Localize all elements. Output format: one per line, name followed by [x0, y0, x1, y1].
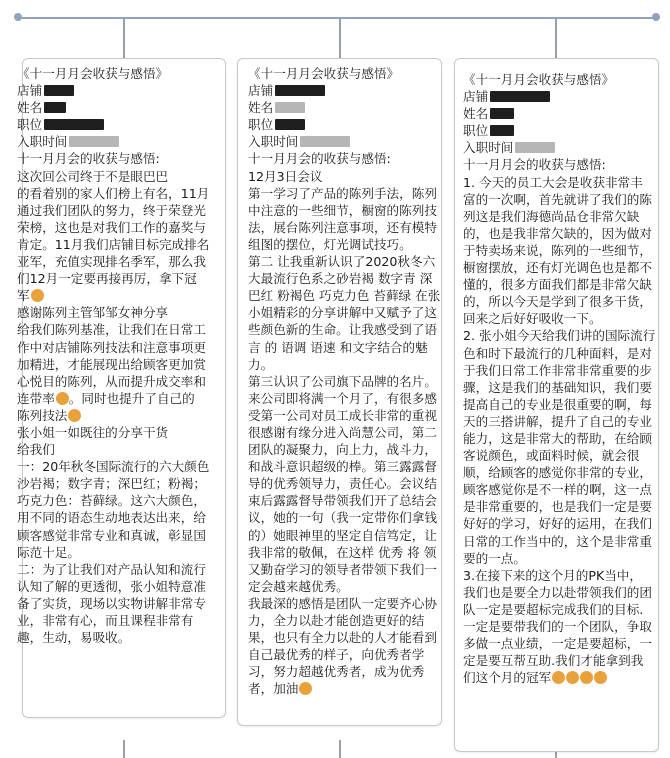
card-heading: 十一月月会的收获与感悟:	[17, 151, 160, 167]
redacted-text	[275, 102, 305, 113]
body-line: 日常的工作当中的，这个是非常重	[463, 533, 652, 549]
body-line: 者，加油	[248, 680, 448, 697]
body-line: 导的优秀领导力，责任心。会议结	[248, 476, 437, 492]
card-2-content	[248, 65, 448, 697]
timeline-line	[18, 17, 658, 19]
body-line: 小姐精彩的分享讲解中又赋予了这	[248, 305, 437, 321]
name-row: 姓名	[463, 105, 663, 122]
body-line: 我非常的敬佩，在这样 优秀 将 领	[248, 544, 437, 560]
body-line: 团队的凝聚力，向上力，战斗力，	[248, 442, 437, 458]
body-line: 力。	[248, 356, 274, 372]
body-line: 业，非常有心，而且课程非常有	[17, 613, 194, 628]
body-line: 3.在接下来的这个月的PK当中，	[463, 567, 642, 583]
body-line: 给我们	[17, 442, 55, 458]
body-line: 队一定是要超标完成我们的目标.	[463, 601, 644, 617]
body-line: 肯定。11月我们店铺目标完成排名	[17, 236, 210, 252]
redacted-text	[44, 119, 104, 130]
card-3-content	[463, 71, 663, 686]
card-heading: 十一月月会的收获与感悟:	[248, 151, 391, 167]
body-line: 连带率 。同时也提升了自己的	[17, 390, 195, 406]
card-title: 《十一月月会收获与感悟》	[17, 66, 169, 81]
body-line: 沙岩褐；数字青；深巴红；粉褐；	[17, 476, 206, 492]
reflection-card-3	[454, 58, 659, 752]
body-line: 第三认识了公司旗下品牌的名片。	[248, 373, 437, 389]
body-line: 1. 今天的员工大会是收获非常丰	[463, 174, 643, 190]
body-line: 于特卖场来说，陈列的一些细节，	[463, 242, 652, 258]
body-line: 一定是要带我们的一个团队，争取	[463, 619, 652, 634]
body-line: 第一学习了产品的陈列手法，陈列	[248, 185, 437, 201]
fist-emoji-icon	[31, 289, 44, 302]
body-line: 习，努力超越优秀者，成为优秀	[248, 664, 425, 680]
body-line: 加精进，才能展现出给顾客更加赏	[17, 356, 206, 372]
position-row: 职位	[17, 116, 237, 133]
meeting-date: 12月3日会议	[248, 168, 323, 184]
body-line: 顾客感觉你是不一样的啊，这一点	[463, 482, 652, 498]
body-line: 顺，给顾客的感觉你非常的专业，	[463, 465, 652, 481]
body-line: 我最深的感悟是团队一定要齐心协	[248, 595, 437, 611]
connector-top-1	[123, 19, 125, 59]
body-line: 通过我们团队的努力，终于荣登光	[17, 202, 206, 218]
body-line: 这次回公司终于不是眼巴巴	[17, 168, 169, 184]
body-line: 备了实货，现场以实物讲解非常专	[17, 595, 206, 611]
body-line: 组图的摆位，灯光调试技巧。	[248, 236, 412, 252]
body-line: 束后露露督导带领我们开了总结会	[248, 493, 437, 509]
body-line: 的看着别的家人们榜上有名，11月	[17, 185, 210, 201]
connector-top-2	[339, 19, 341, 59]
body-line: 巴红 粉褐色 巧克力色 苔藓绿 在张	[248, 288, 441, 304]
connector-bottom-1	[123, 740, 125, 758]
body-line: 第二 让我重新认识了2020秋冬六	[248, 254, 436, 270]
body-line: 亚军，充值实现排名季军，那么我	[17, 254, 206, 270]
body-line: 于我们日常工作非常非常重要的步	[463, 362, 652, 378]
card-1-content	[17, 65, 237, 646]
redacted-text	[44, 85, 74, 96]
body-line: 能力，这是非常大的帮助，在给顾	[463, 430, 652, 446]
redacted-text	[515, 142, 555, 153]
body-line: 2. 张小姐今天给我们讲的国际流行	[463, 328, 656, 344]
body-line: 们12月一定要再接再厉，拿下冠	[17, 271, 197, 287]
body-line: 们这个月的冠军	[463, 669, 663, 686]
card-title: 《十一月月会收获与感悟》	[463, 72, 615, 87]
body-line: 巧克力色：苔藓绿。这六大颜色，	[17, 493, 206, 509]
reflection-card-2	[237, 58, 442, 726]
name-row: 姓名	[17, 99, 237, 116]
body-line: 趣，生动，易吸收。	[17, 630, 131, 646]
body-line: 我们也是要全力以赴带领我们的团	[463, 584, 652, 600]
body-line: 自己最优秀的样子，向优秀者学	[248, 647, 425, 663]
body-line: 橱窗摆放，还有灯光调色也是都不	[463, 260, 652, 276]
redacted-text	[69, 136, 119, 147]
body-line: 的，所以今天是学到了很多干货，	[463, 294, 652, 310]
body-line: 法，展台陈列注意事项，还有模特	[248, 219, 437, 235]
body-line: 际范十足。	[17, 544, 80, 560]
store-row: 店铺	[463, 88, 663, 105]
card-heading: 十一月月会的收获与感悟:	[463, 157, 606, 173]
reflection-card-1	[17, 58, 226, 718]
body-line: 和战斗意识超级的棒。第三露露督	[248, 459, 437, 475]
body-line: 言 的 语调 语速 和文字结合的魅	[248, 339, 428, 355]
join-date-row: 入职时间	[248, 133, 448, 150]
redacted-text	[490, 108, 514, 119]
body-line: 骤，这是我们的基础知识，我们要	[463, 379, 652, 395]
body-line: 感谢陈列主管邹邹女神分享	[17, 305, 169, 321]
timeline-end-dot	[652, 13, 660, 21]
body-line: 客说颜色，或面料时候，就会很	[463, 448, 640, 464]
redacted-text	[490, 91, 550, 102]
name-row: 姓名	[248, 99, 448, 116]
position-row: 职位	[463, 122, 663, 139]
join-date-row: 入职时间	[463, 139, 663, 156]
body-line: 提高自己的专业是很重要的啊，每	[463, 396, 652, 412]
redacted-text	[490, 125, 514, 136]
body-line: 好好的学习，好好的运用，在我们	[463, 516, 652, 532]
body-line: 要的一点。	[463, 550, 526, 566]
body-line: 荣榜，这也是对我们工作的嘉奖与	[17, 219, 206, 235]
body-line: 是非常重要的，也是我们一定是要	[463, 499, 652, 515]
flex-emoji-icon	[68, 409, 81, 422]
flex-emoji-icon	[552, 671, 565, 684]
body-line: 军	[17, 287, 237, 304]
body-line: 认知了解的更透彻，张小姐特意准	[17, 578, 206, 594]
body-line: 富的一次啊，首先就讲了我们的陈	[463, 191, 652, 207]
body-line: 回来之后好好吸收一下。	[463, 311, 602, 327]
position-row: 职位	[248, 116, 448, 133]
body-line: 议，她的一句（我一定带你们拿钱	[248, 510, 437, 526]
redacted-text	[300, 136, 350, 147]
body-line: 很感谢有缘分进入尚慧公司，第二	[248, 424, 437, 440]
connector-bottom-3	[555, 752, 557, 758]
card-title: 《十一月月会收获与感悟》	[248, 66, 400, 81]
body-line: 果，也只有全力以赴的人才能看到	[248, 630, 437, 646]
body-line: 定会越来越优秀。	[248, 578, 349, 594]
body-line: 作中对店铺陈列技法和注意事项更	[17, 339, 206, 355]
fist-emoji-icon	[56, 392, 69, 405]
body-line: 多做一点业绩，一定是要超标，一	[463, 636, 652, 652]
redacted-text	[44, 102, 66, 113]
cheer-emoji-icon	[299, 682, 312, 695]
body-line: 张小姐一如既往的分享干货	[17, 424, 169, 440]
body-line: 来公司即将满一个月了，有很多感	[248, 390, 437, 406]
connector-bottom-2	[339, 740, 341, 758]
body-line: 力，全力以赴才能创造更好的结	[248, 613, 425, 628]
body-line: 又勤奋学习的领导者带领下我们一	[248, 561, 437, 577]
body-line: 的）她眼神里的坚定自信笃定，让	[248, 527, 437, 543]
redacted-text	[275, 85, 325, 96]
redacted-text	[275, 119, 305, 130]
body-line: 些颜色新的生命。让我感受到了语	[248, 322, 437, 338]
connector-top-3	[555, 19, 557, 59]
timeline-start-dot	[14, 13, 22, 21]
body-line: 给我们陈列基准，让我们在日常工	[17, 322, 206, 338]
store-row: 店铺	[248, 82, 448, 99]
body-line: 大最流行色系之砂岩褐 数字青 深	[248, 271, 433, 287]
body-line: 中注意的一些细节，橱窗的陈列技	[248, 202, 437, 218]
body-line: 一：20年秋冬国际流行的六大颜色	[17, 459, 210, 475]
body-line: 用不同的语态生动地表达出来，给	[17, 510, 206, 526]
body-line: 色和时下最流行的几种面料，是对	[463, 345, 652, 361]
body-line: 受第一公司对员工成长非常的重视	[248, 407, 437, 423]
body-line: 的，也是我非常欠缺的，因为做对	[463, 225, 652, 241]
flex-emoji-icon	[580, 671, 593, 684]
store-row: 店铺	[17, 82, 237, 99]
body-line: 懂的，很多方面我们都是非常欠缺	[463, 277, 652, 293]
join-date-row: 入职时间	[17, 133, 237, 150]
body-line: 顾客感觉非常专业和真诚，彰显国	[17, 527, 206, 543]
body-line: 二：为了让我们对产品认知和流行	[17, 561, 206, 577]
body-line: 列这是我们海德尚品仓非常欠缺	[463, 208, 640, 224]
body-line: 天的三搭讲解，提升了自己的专业	[463, 413, 652, 429]
body-line: 陈列技法	[17, 407, 237, 424]
flex-emoji-icon	[594, 671, 607, 684]
body-line: 定是要互帮互助.我们才能拿到我	[463, 653, 644, 669]
body-line: 心悦目的陈列，从而提升成交率和	[17, 373, 206, 389]
flex-emoji-icon	[566, 671, 579, 684]
